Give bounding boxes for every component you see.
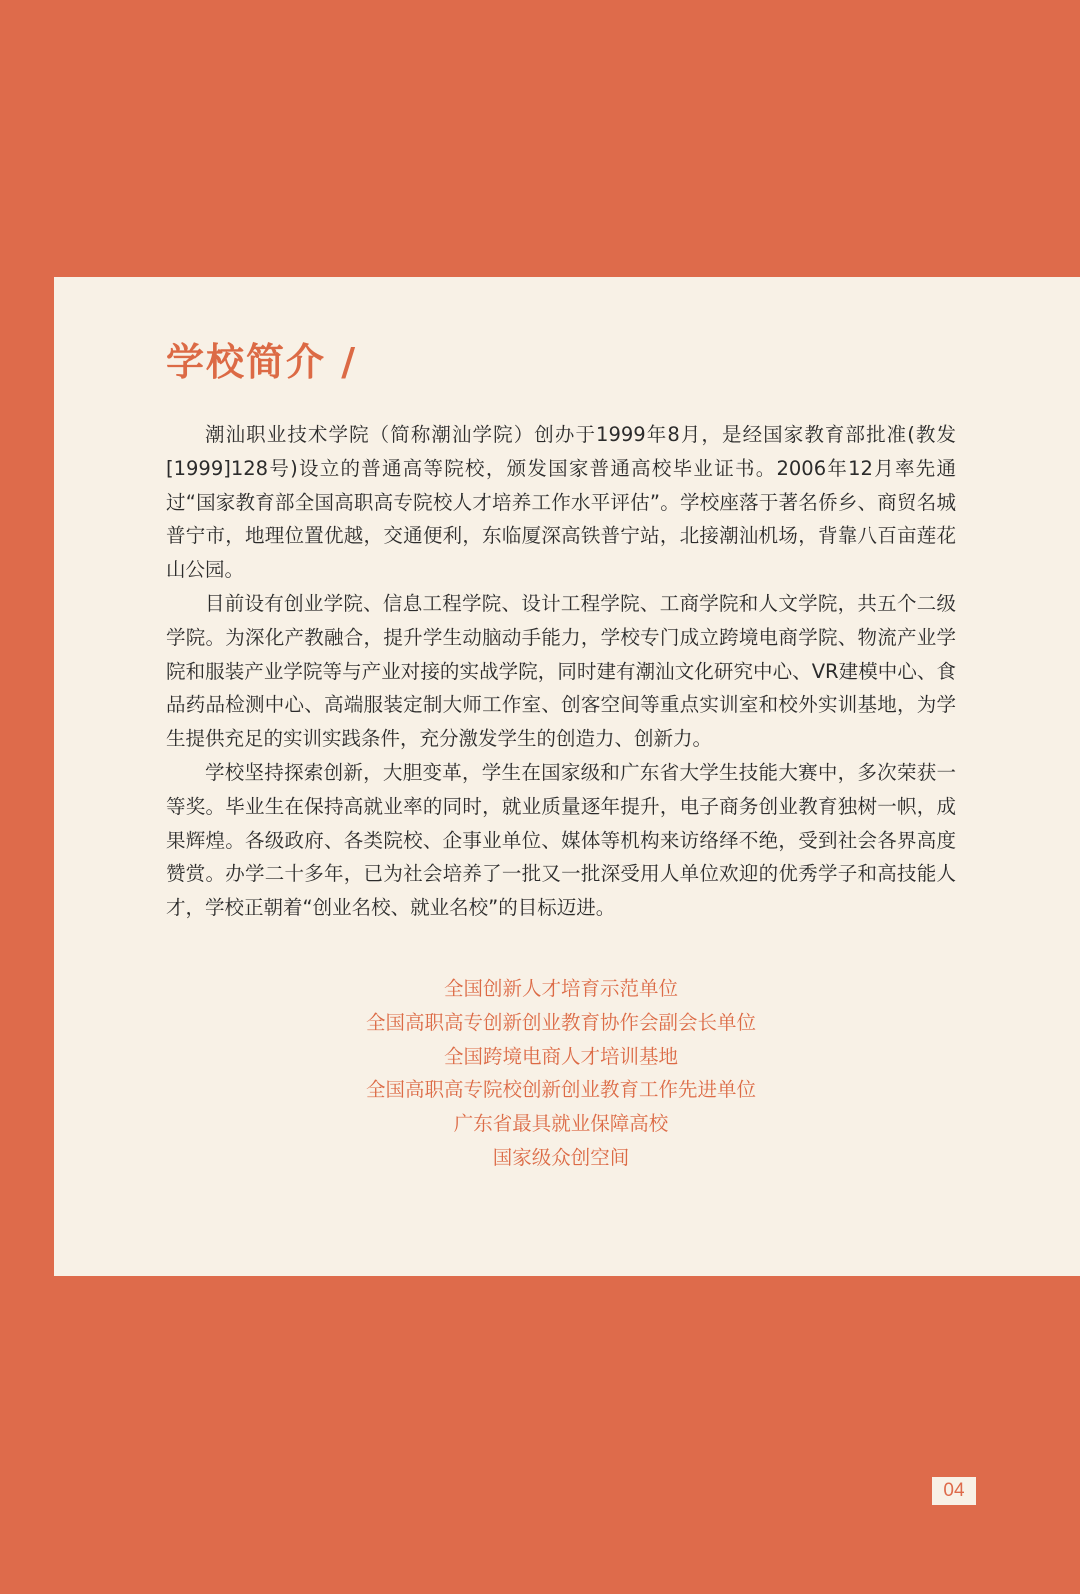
honor-item: 广东省最具就业保障高校: [453, 1112, 669, 1136]
intro-paragraph: 目前设有创业学院、信息工程学院、设计工程学院、工商学院和人文学院，共五个二级学院。为深化产教融合，提升学生动脑动手能力，学校专门成立跨境电商学院、物流产业学院和服装产业学院等与产业对接的实战学院，同时建有潮汕文化研究中心、VR建模中心、食品药品检测中心、高端服装定制大师工作室、创客空间等重点实训室和校外实训基地，为学生提供充足的实训实践条件，充分激发学生的创造力、创新力。: [166, 591, 956, 751]
honors-list: [166, 972, 956, 1175]
honor-item: 全国高职高专创新创业教育协作会副会长单位: [365, 1010, 756, 1034]
intro-paragraph: 学校坚持探索创新，大胆变革，学生在国家级和广东省大学生技能大赛中，多次荣获一等奖。毕业生在保持高就业率的同时，就业质量逐年提升，电子商务创业教育独树一帜，成果辉煌。各级政府、各类院校、企事业单位、媒体等机构来访络绎不绝，受到社会各界高度赞赏。办学二十多年，已为社会培养了一批又一批深受用人单位欢迎的优秀学子和高技能人才，学校正朝着“创业名校、就业名校”的目标迈进。: [166, 760, 956, 920]
intro-paragraphs: [166, 418, 956, 925]
honor-item: 全国高职高专院校创新创业教育工作先进单位: [365, 1078, 756, 1102]
intro-paragraph: 潮汕职业技术学院（简称潮汕学院）创办于1999年8月，是经国家教育部批准(教发[1999]128号)设立的普通高等院校，颁发国家普通高校毕业证书。2006年12月率先通过“国家教育部全国高职高专院校人才培养工作水平评估”。学校座落于著名侨乡、商贸名城普宁市，地理位置优越，交通便利，东临厦深高铁普宁站，北接潮汕机场，背靠八百亩莲花山公园。: [166, 423, 956, 582]
page-number: 04: [932, 1477, 976, 1505]
content-card: [54, 277, 1080, 1276]
honor-item: 全国跨境电商人才培训基地: [443, 1044, 678, 1068]
section-title: 学校简介 /: [166, 340, 358, 384]
honor-item: 国家级众创空间: [492, 1145, 630, 1169]
honor-item: 全国创新人才培育示范单位: [443, 977, 678, 1000]
